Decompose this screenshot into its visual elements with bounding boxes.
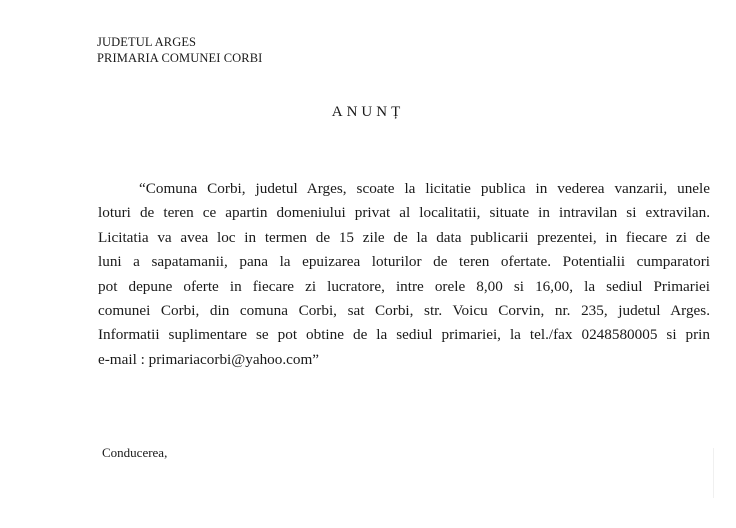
body-line: Informatii suplimentare se pot obtine de la sediul primariei, la tel./fax 0248580005 si prin <box>98 326 710 344</box>
body-line: “Comuna Corbi, judetul Arges, scoate la licitatie publica in vederea vanzarii, unele <box>139 180 710 197</box>
body-line: comunei Corbi, din comuna Corbi, sat Corbi, str. Voicu Corvin, nr. 235, judetul Arges. <box>98 302 710 320</box>
institution-name: PRIMARIA COMUNEI CORBI <box>97 51 263 65</box>
signature-label: Conducerea, <box>102 445 168 460</box>
body-line: loturi de teren ce apartin domeniului privat al localitatii, situate in intravilan si extravilan. <box>98 204 710 222</box>
body-line: Licitatia va avea loc in termen de 15 zile de la data publicarii prezentei, in fiecare zi de <box>98 228 710 246</box>
body-line: e-mail : primariacorbi@yahoo.com” <box>98 350 320 368</box>
body-line: pot depune oferte in fiecare zi lucratore, intre orele 8,00 si 16,00, la sediul Primariei <box>98 277 710 295</box>
body-line: luni a sapatamanii, pana la epuizarea loturilor de teren ofertate. Potentialii cumparatori <box>98 253 710 271</box>
announcement-title: ANUNȚ <box>331 104 405 120</box>
county-name: JUDETUL ARGES <box>97 35 197 49</box>
document-header <box>97 34 262 66</box>
announcement-body <box>98 177 710 372</box>
scan-edge-mark <box>713 448 736 498</box>
